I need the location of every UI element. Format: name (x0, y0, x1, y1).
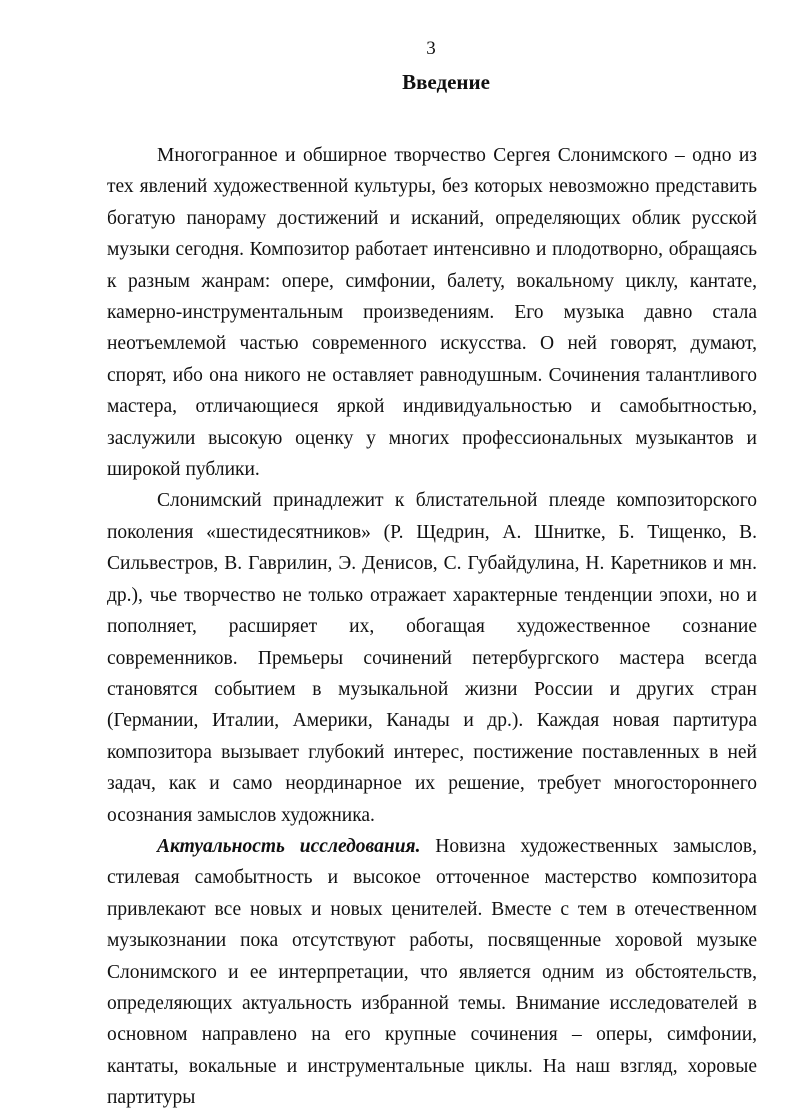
page-number: 3 (426, 38, 436, 59)
section-title: Введение (402, 70, 490, 94)
paragraph-intro (107, 140, 757, 485)
paragraph-relevance (107, 831, 757, 1114)
body-text (107, 140, 757, 1114)
paragraph-text: Многогранное и обширное творчество Сергея Слонимского – одно из тех явлений художественной культуры, без которых невозможно представить богатую панораму достижений и исканий, определяющих облик русской музыки сегодня. Композитор работает интенсивно и плодотворно, обращаясь к разным жанрам: опере, симфонии, балету, вокальному циклу, кантате, камерно-инструментальным произведениям. Его музыка давно стала неотъемлемой частью современного искусства. О ней говорят, думают, спорят, ибо она никого не оставляет равнодушным. Сочинения талантливого мастера, отличающиеся яркой индивидуальностью и самобытностью, заслужили высокую оценку у многих профессиональных музыкантов и широкой публики. (107, 145, 757, 481)
paragraph-lead-heading: Актуальность исследования. (157, 835, 421, 857)
paragraph-generation (107, 485, 757, 830)
paragraph-text: Новизна художественных замыслов, стилевая самобытность и высокое отточенное мастерство композитора привлекают все новых и новых ценителей. Вместе с тем в отечественном музыкознании пока отсутствуют работы, посвященные хоровой музыке Слонимского и ее интерпретации, что является одним из обстоятельств, определяющих актуальность избранной темы. Внимание исследователей в основном направлено на его крупные сочинения – оперы, симфонии, кантаты, вокальные и инструментальные циклы. На наш взгляд, хоровые партитуры (107, 835, 757, 1109)
paragraph-text: Слонимский принадлежит к блистательной плеяде композиторского поколения «шестидесятников» (Р. Щедрин, А. Шнитке, Б. Тищенко, В. Сильвестров, В. Гаврилин, Э. Денисов, С. Губайдулина, Н. Каретников и мн. др.), чье творчество не только отражает характерные тенденции эпохи, но и пополняет, расширяет их, обогащая художественное сознание современников. Премьеры сочинений петербургского мастера всегда становятся событием в музыкальной жизни России и других стран (Германии, Италии, Америки, Канады и др.). Каждая новая партитура композитора вызывает глубокий интерес, постижение поставленных в ней задач, как и само неординарное их решение, требует многостороннего осознания замыслов художника. (107, 490, 757, 826)
